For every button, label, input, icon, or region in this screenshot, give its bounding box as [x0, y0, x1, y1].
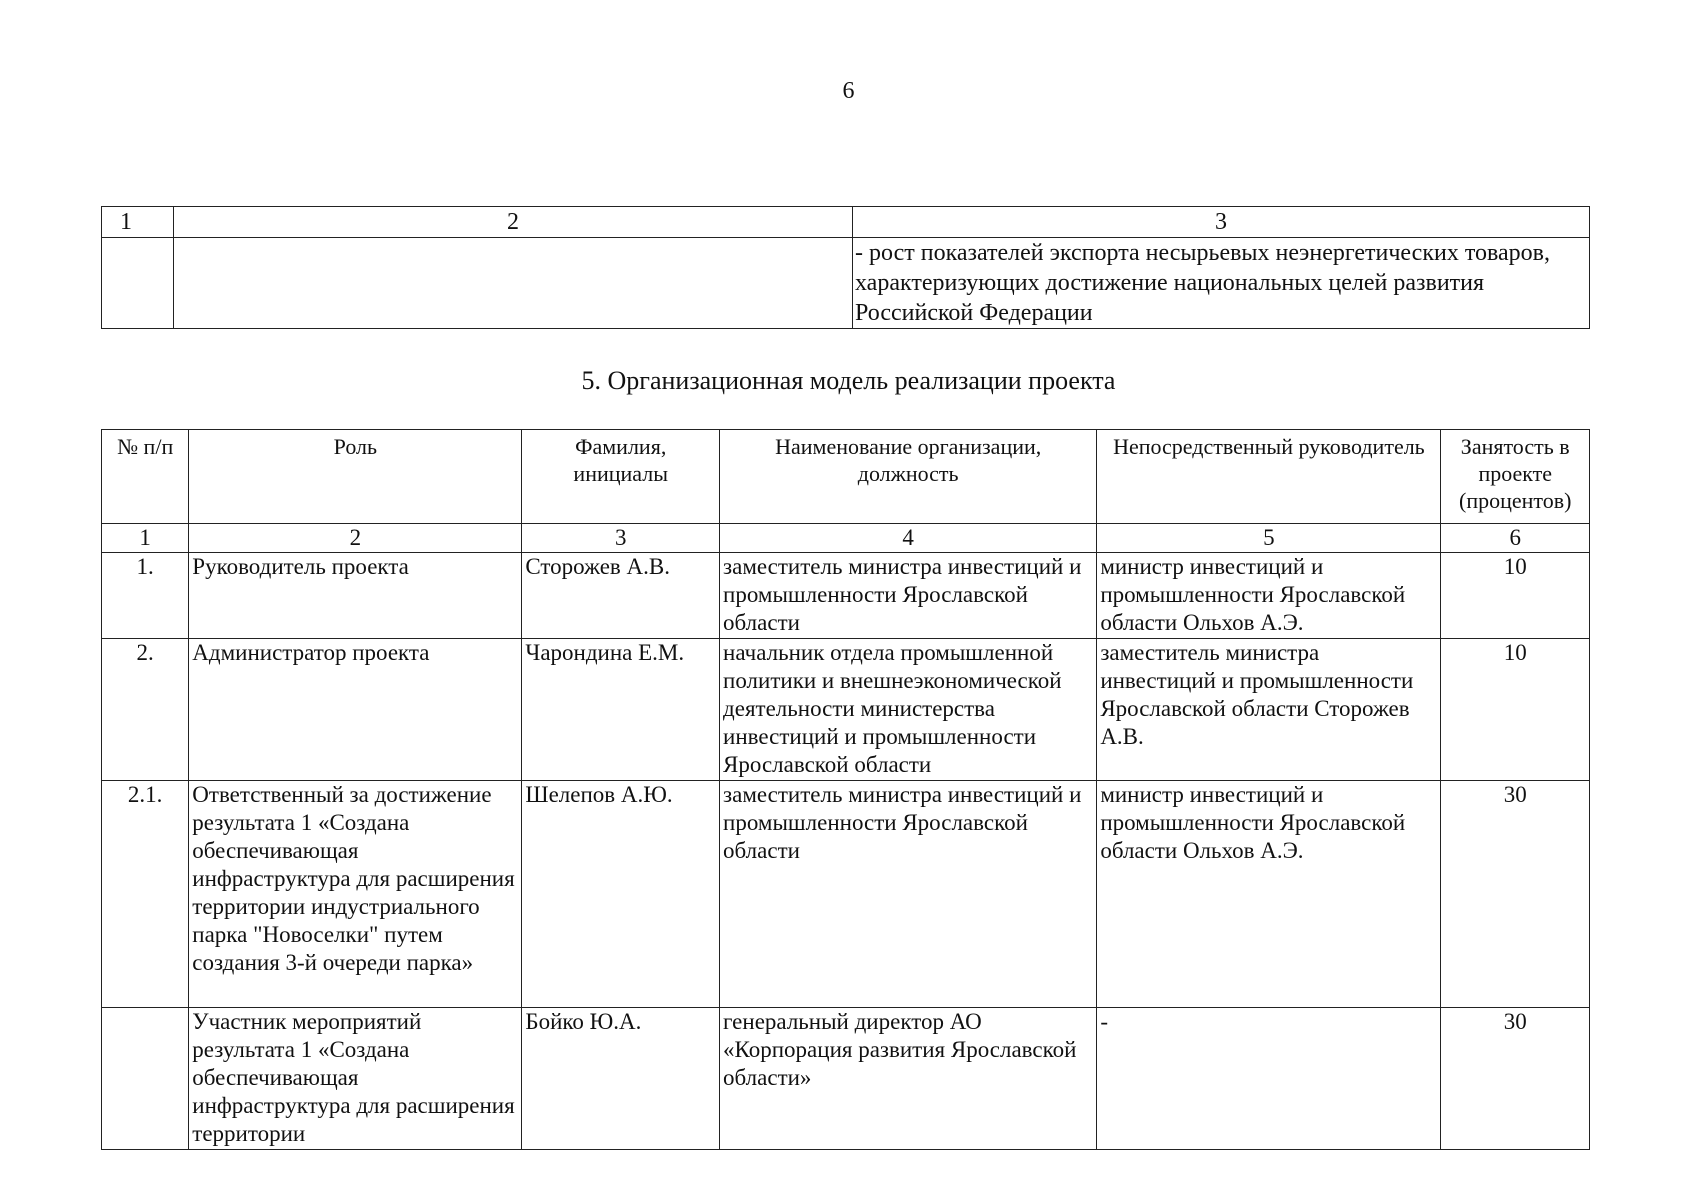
column-number: 4 [720, 524, 1097, 553]
cell-col2 [174, 238, 853, 329]
table-row [102, 781, 1590, 1008]
table-header-row [102, 207, 1590, 238]
header-employment: Занятость в проекте (процентов) [1441, 430, 1590, 524]
row-percent: 10 [1441, 639, 1590, 781]
column-number: 5 [1097, 524, 1441, 553]
table-row [102, 639, 1590, 781]
continuation-table [101, 206, 1590, 329]
column-number-row [102, 524, 1590, 553]
row-organization: начальник отдела промышленной политики и внешнеэкономической деятельности министерства инвестиций и промышленности Ярославской области [720, 639, 1097, 781]
row-organization: заместитель министра инвестиций и промышленности Ярославской области [720, 553, 1097, 639]
row-manager: министр инвестиций и промышленности Ярославской области Ольхов А.Э. [1097, 781, 1441, 1008]
table-header-row [102, 430, 1590, 524]
cell-col1 [102, 238, 174, 329]
row-role: Участник мероприятий результата 1 «Создана обеспечивающая инфраструктура для расширения территории [189, 1008, 522, 1150]
header-cell-3: 3 [853, 207, 1590, 238]
row-manager: заместитель министра инвестиций и промышленности Ярославской области Сторожев А.В. [1097, 639, 1441, 781]
header-number: № п/п [102, 430, 189, 524]
row-role: Ответственный за достижение результата 1 «Создана обеспечивающая инфраструктура для расширения территории индустриального парка "Новоселки" путем создания 3-й очереди парка» [189, 781, 522, 1008]
column-number: 1 [102, 524, 189, 553]
column-number: 6 [1441, 524, 1590, 553]
row-manager: - [1097, 1008, 1441, 1150]
column-number: 3 [522, 524, 720, 553]
row-manager: министр инвестиций и промышленности Ярославской области Ольхов А.Э. [1097, 553, 1441, 639]
row-number: 2. [102, 639, 189, 781]
table-row [102, 553, 1590, 639]
section-title: 5. Организационная модель реализации проекта [581, 366, 1116, 395]
org-model-table [101, 523, 1590, 1150]
row-name: Чарондина Е.М. [522, 639, 720, 781]
header-manager: Непосредственный руководитель [1097, 430, 1441, 524]
row-percent: 30 [1441, 1008, 1590, 1150]
row-organization: заместитель министра инвестиций и промышленности Ярославской области [720, 781, 1097, 1008]
table-row [102, 238, 1590, 329]
row-role: Администратор проекта [189, 639, 522, 781]
row-percent: 30 [1441, 781, 1590, 1008]
row-number: 1. [102, 553, 189, 639]
row-number [102, 1008, 189, 1150]
org-model-table-header [101, 429, 1590, 524]
row-name: Бойко Ю.А. [522, 1008, 720, 1150]
header-name: Фамилия, инициалы [522, 430, 720, 524]
row-role: Руководитель проекта [189, 553, 522, 639]
cell-col3: - рост показателей экспорта несырьевых неэнергетических товаров, характеризующих достижение национальных целей развития Российской Федерации [853, 238, 1590, 329]
row-name: Сторожев А.В. [522, 553, 720, 639]
header-organization: Наименование организации, должность [720, 430, 1097, 524]
page-number: 6 [842, 78, 855, 104]
row-percent: 10 [1441, 553, 1590, 639]
header-cell-1: 1 [102, 207, 174, 238]
row-name: Шелепов А.Ю. [522, 781, 720, 1008]
row-number: 2.1. [102, 781, 189, 1008]
column-number: 2 [189, 524, 522, 553]
header-role: Роль [189, 430, 522, 524]
header-cell-2: 2 [174, 207, 853, 238]
row-organization: генеральный директор АО «Корпорация развития Ярославской области» [720, 1008, 1097, 1150]
table-row [102, 1008, 1590, 1150]
